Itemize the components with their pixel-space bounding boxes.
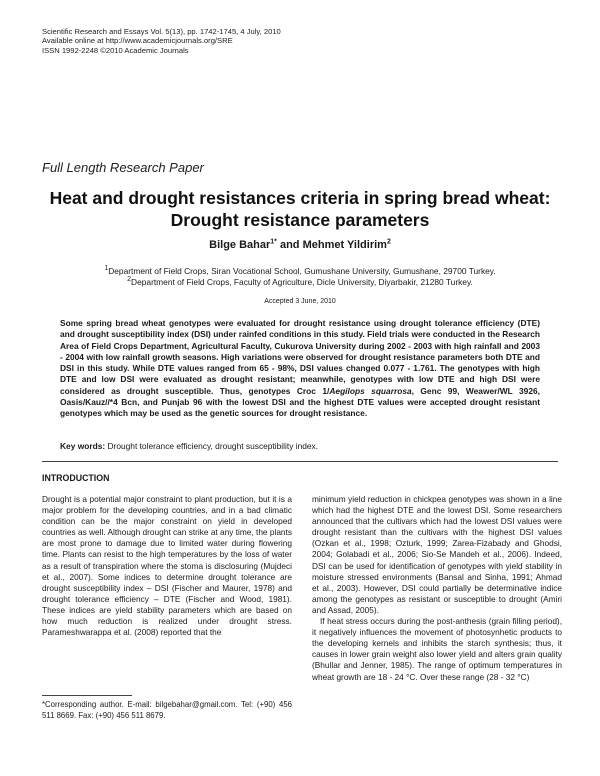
author-name: Mehmet Yildirim — [302, 239, 387, 251]
body-column-left — [42, 494, 292, 638]
paragraph: minimum yield reduction in chickpea genotypes was shown in a line which had the highest DTE and the lowest DSI. Some researchers announced that the cultivars which had the lowest DSI values were drought resistant than the cultivars with the highest DSI values (Ozkan et al., 1998; Ozturk, 1999; Zarea-Fizabady and Ghodsi, 2004; Golabadi et al., 2006; Sio-Se Mandeh et al., 2006). Indeed, DSI can be used for identification of genotypes with yield stability in moisture stressed environments (Bansal and Sinha, 1991; Ahmad et al., 2003). However, DSI could partially be determinative indice among the genotypes as resistant or susceptible to drought (Amiri and Assad, 2005). — [312, 494, 562, 615]
species-name: Aegilops squarrosa — [329, 385, 412, 396]
section-divider — [42, 461, 558, 462]
author-superscript: 1* — [270, 238, 277, 246]
affiliations — [40, 266, 560, 288]
keywords-label: Key words: — [60, 441, 106, 451]
journal-url: Available online at http://www.academicjournals.org/SRE — [42, 36, 233, 46]
journal-header — [42, 27, 281, 55]
paper-title: Heat and drought resistances criteria in spring bread wheat: Drought resistance parameters — [49, 188, 551, 230]
paper-type: Full Length Research Paper — [42, 160, 204, 175]
abstract-text: , Genc 99, Weawer/WL 3926, Oasis/Kauz//*4 Bcn, and Punjab 96 with the lowest DSI and the highest DTE values were accepted drought resistant genotypes which may be used as the genetic sources for drought resistance. — [60, 385, 540, 418]
affiliation-2 — [40, 277, 560, 288]
keywords — [60, 441, 540, 451]
footnote-divider — [42, 695, 132, 696]
affiliation-1 — [40, 266, 560, 277]
accepted-date: Accepted 3 June, 2010 — [264, 298, 336, 305]
abstract-text: Some spring bread wheat genotypes were evaluated for drought resistance using drought tolerance efficiency (DTE) and drought susceptibility index (DSI) under rainfed conditions in this study. Field trials were conducted in the Research Area of Field Crops Department, Agricultural Faculty, Cukurova University during 2002 - 2003 with high rainfall and 2003 - 2004 with low rainfall growth seasons. High variations were observed for drought resistance parameters both DTE and DSI in this study. While DTE values ranged from 65 - 98%, DSI values changed 0.077 - 1.761. The genotypes with high DTE and low DSI were evaluated as drought resistant; meanwhile, genotypes with low DTE and high DSI were considered as drought susceptible. Thus, genotypes Croc 1/ — [60, 318, 540, 396]
paragraph: Drought is a potential major constraint to plant production, but it is a major problem for the developing countries, and in a bad climatic condition can be the major constraint on yield in developed countries as well. Although drought can strike at any time, the plants are most prone to damage due to limited water during flowering time. Plants can resist to the high temperatures by the loss of water as a result of transpiration where the stoma is disclosuring (Mujdeci et al., 2007). Some indices to determine drought tolerance are drought susceptibility index – DSI (Fischer and Maurer, 1978) and drought tolerance efficiency – DTE (Fischer and Wood, 1981). These indices are yield stability parameters which are based on how much reduction is realized under drought stress. Parameshwarappa et al. (2008) reported that the — [42, 494, 292, 638]
author-conjunction: and — [276, 239, 303, 251]
affiliation-superscript: 1 — [104, 265, 109, 273]
section-heading: INTRODUCTION — [42, 473, 110, 483]
journal-citation: Scientific Research and Essays Vol. 5(13), pp. 1742-1745, 4 July, 2010 — [42, 27, 281, 36]
body-column-right — [312, 494, 562, 683]
affiliation-superscript: 2 — [127, 276, 132, 284]
keywords-text: Drought tolerance efficiency, drought susceptibility index. — [105, 441, 319, 451]
abstract — [60, 318, 540, 419]
author-list — [40, 239, 560, 251]
journal-issn: ISSN 1992-2248 ©2010 Academic Journals — [42, 45, 189, 55]
affiliation-text: Department of Field Crops, Faculty of Agriculture, Dicle University, Diyarbakir, 21280 Turkey. — [131, 277, 473, 287]
paragraph: If heat stress occurs during the post-anthesis (grain filling period), it negatively influences the movement of photosynhetic products to the developing kernels and inhibits the starch synthesis; thus, it causes in lower grain weight also lower yield and alters grain quality (Bhullar and Jenner, 1985). The range of optimum temperatures in wheat growth are 18 - 24 °C. Over these range (28 - 32 °C) — [312, 616, 562, 682]
affiliation-text: Department of Field Crops, Siran Vocational School, Gumushane University, Gumushane, 29700 Turkey. — [108, 266, 496, 276]
author-superscript: 2 — [386, 238, 391, 246]
footnote: *Corresponding author. E-mail: bilgebahar@gmail.com. Tel: (+90) 456 511 8669. Fax: (+90) 456 511 8679. — [42, 700, 292, 720]
author-name: Bilge Bahar — [209, 239, 271, 251]
